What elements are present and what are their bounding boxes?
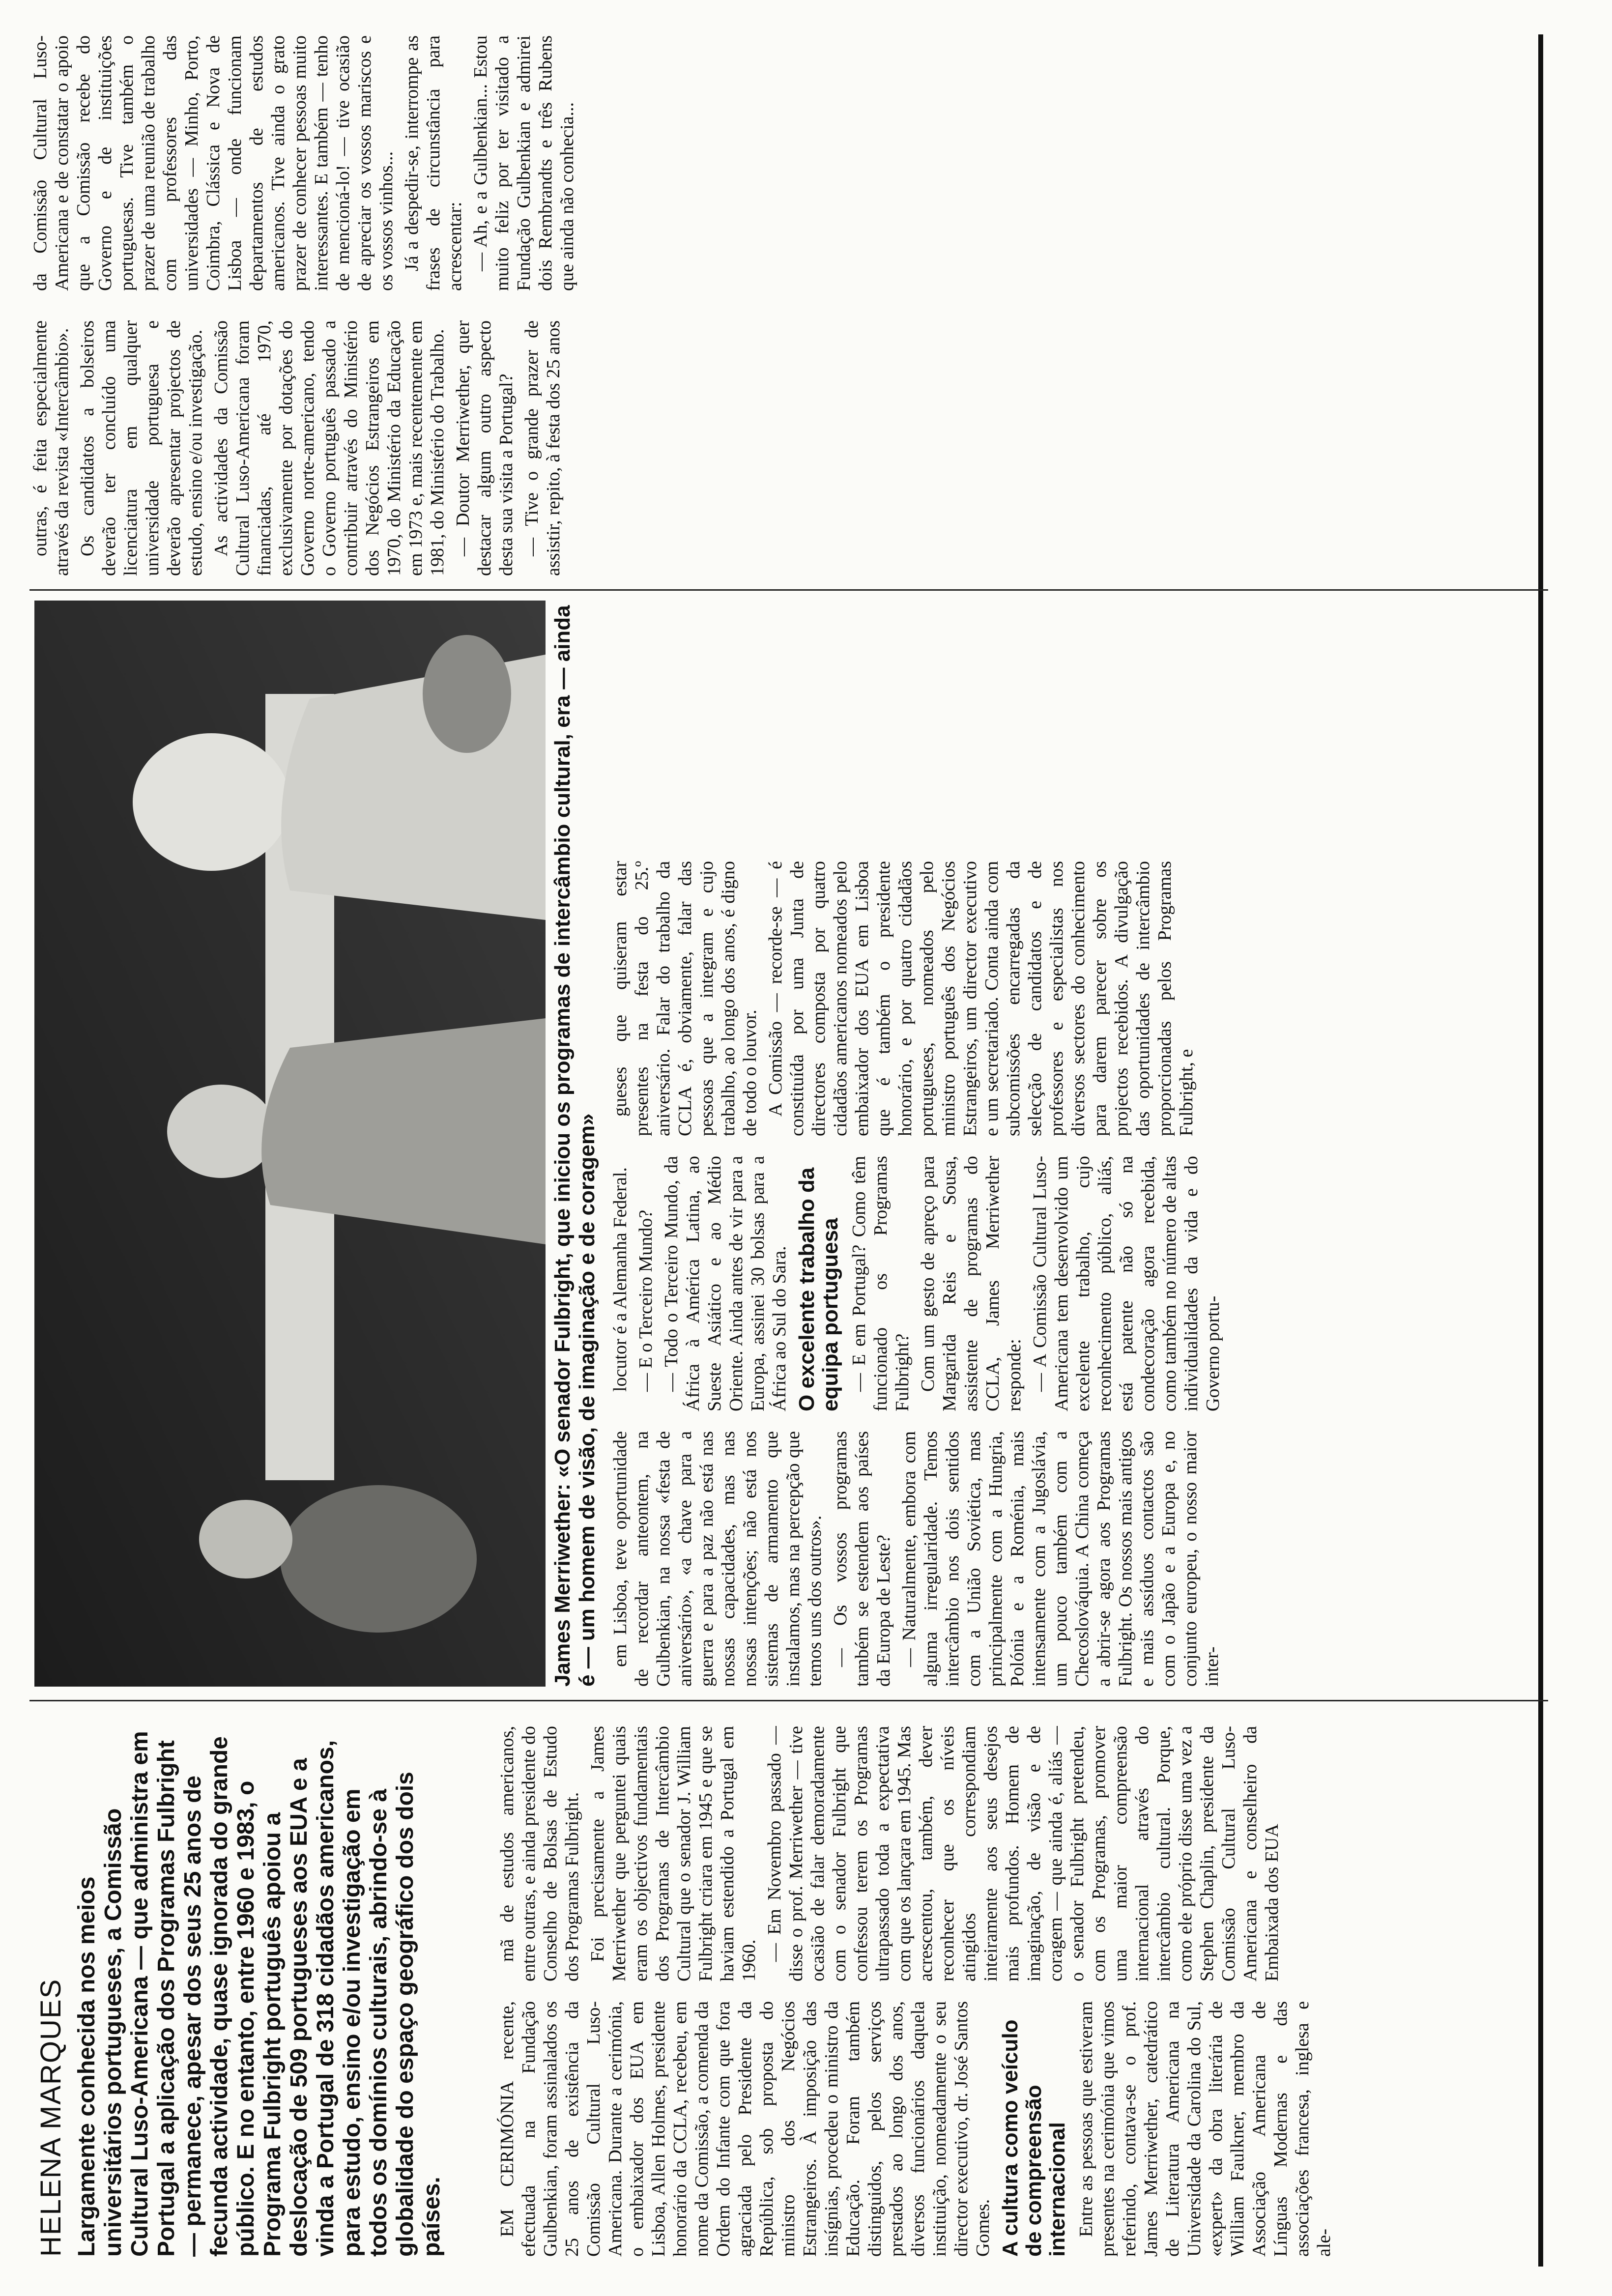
paragraph: — E em Portugal? Como têm funcionado os Programas Fulbright? (849, 1156, 913, 1411)
column-3 (609, 1431, 1548, 1687)
column-divider (29, 589, 1548, 591)
paragraph: gueses que quiseram estar presentes na festa do 25.º aniversário. Falar do trabalho da CCLA é, obviamente, falar das pessoas que a integram e cujo trabalho, ao longo dos anos, é digno de todo o louvor. (610, 861, 760, 1136)
column-1 (496, 2001, 1553, 2257)
lead-paragraph: Largamente conhecida nos meios universitários portugueses, a Comissão Cultural Luso-Americana — que administra em Portugal a aplicação dos Programas Fulbright — permanece, apesar dos seus 25 anos de fecunda actividade, quase ignorada do grande público. E no entanto, entre 1960 e 1983, o Programa Fulbright português apoiou a deslocação de 509 portugueses aos EUA e a vinda a Portugal de 318 cidadãos americanos, para estudo, ensino e/ou investigação em todos os domínios culturais, abrindo-se à globalidade do espaço geográfico dos dois países. (74, 1731, 445, 2257)
paragraph: em Lisboa, teve oportunidade de recordar anteontem, na Gulbenkian, na nossa «festa de aniversário», «a chave para a guerra e para a paz não está nas nossas capacidades, mas nas nossas intenções; não está nos sistemas de armamento que instalamos, mas na percepção que temos uns dos outros». (610, 1431, 825, 1687)
paragraph: — A Comissão Cultural Luso-Americana tem desenvolvido um excelente trabalho, cujo reconhecimento público, aliás, está patente não só na condecoração agora recebida, como também no número de altas individualidades da vida e do Governo portu- (1030, 1156, 1223, 1411)
column-6 (29, 35, 1548, 576)
paragraph: A Comissão — recorde-se — é constituída por uma Junta de directores composta por quatro cidadãos americanos nomeados pelo embaixador dos EUA em Lisboa que é também o presidente honorário, e por quatro cidadãos portugueses, nomeados pelo ministro português dos Negócios Estrangeiros, um director executivo e um secretariado. Conta ainda com subcomissões encarregadas da selecção de candidatos e de professores e especialistas nos diversos sectores do conhecimento para darem parecer sobre os projectos recebidos. A divulgação das oportunidades de intercâmbio proporcionadas pelos Programas Fulbright, e (765, 861, 1197, 1136)
section-heading: O excelente trabalho da equipa portuguesa (795, 1167, 842, 1411)
paragraph: Entre as pessoas que estiveram presentes na cerimónia que vimos referindo, contava-se o prof. James Merriwether, catedrático de Literatura Americana na Universidade da Carolina do Sul, «expert» da obra literária de William Faulkner, membro da Associação Americana de Línguas Modernas e das associações francesa, inglesa e ale- (1076, 2001, 1334, 2257)
paragraph: — E o Terceiro Mundo? (635, 1209, 656, 1392)
byline: HELENA MARQUES (35, 1978, 67, 2257)
paragraph: Os candidatos a bolseiros deverão ter concluído uma licenciatura em qualquer universidade portuguesa e deverão apresentar projectos de estudo, ensino e/ou investigação. (77, 320, 206, 576)
paragraph: locutor é a Alemanha Federal. (610, 1167, 631, 1392)
paragraph: — Doutor Merriwether, quer destacar algum outro aspecto desta sua visita a Portugal? (453, 320, 517, 576)
paragraph: — Naturalmente, embora com alguma irregularidade. Temos intercâmbio nos dois sentidos com a União Soviética, mas principalmente com a Hungria, Polónia e a Roménia, mais intensamente com a Jugoslávia, um pouco também com a Checoslováquia. A China começa a abrir-se agora aos Programas Fulbright. Os nossos mais antigos e mais assíduos contactos são com o Japão e a Europa e, no conjunto europeu, o nosso maior inter- (899, 1431, 1222, 1687)
paragraph: Foi precisamente a James Merriwether que perguntei quais eram os objectivos fundamentais dos Programas de Intercâmbio Cultural que o senador J. William Fulbright criara em 1945 e que se haviam estendido a Portugal em 1960. (587, 1726, 759, 1981)
paragraph: — Ah, e a Gulbenkian... Estou muito feliz por ter visitado a Fundação Gulbenkian e admirei dois Rembrandts e três Rubens que ainda não conhecia... (470, 35, 577, 291)
paragraph: Já a despedir-se, interrompe as frases de circunstância para acrescentar: (402, 35, 465, 291)
column-4 (609, 1156, 1548, 1411)
paragraph: EM CERIMÓNIA recente, efectuada na Fundação Gulbenkian, foram assinalados os 25 anos de existência da Comissão Cultural Luso-Americana. Durante a cerimónia, o embaixador dos EUA em Lisboa, Allen Holmes, presidente honorário da CCLA, recebeu, em nome da Comissão, a comenda da Ordem do Infante com que fora agraciada pelo Presidente da República, sob proposta do ministro dos Negócios Estrangeiros. À imposição das insígnias, procedeu o ministro da Educação. Foram também distinguidos, pelos serviços prestados ao longo dos anos, diversos funcionários daquela instituição, nomeadamente o seu director executivo, dr. José Santos Gomes. (497, 2001, 993, 2257)
photo (34, 601, 546, 1687)
paragraph: Com um gesto de apreço para Margarida Reis e Sousa, assistente de programas do CCLA, James Merriwether responde: (918, 1156, 1025, 1411)
column-5 (609, 861, 1548, 1136)
column-2 (496, 1726, 1553, 1981)
paragraph: As actividades da Comissão Cultural Luso-Americana foram financiadas, até 1970, exclusivamente por dotações do Governo norte-americano, tendo o Governo português passado a contribuir através do Ministério dos Negócios Estrangeiros em 1970, do Ministério da Educação em 1973 e, mais recentemente em 1981, do Ministério do Trabalho. (211, 320, 448, 576)
paragraph: outras, é feita especialmente através da revista «Intercâmbio». (30, 320, 72, 576)
column-divider (29, 1700, 1548, 1701)
paragraph: — Tive o grande prazer de assistir, repito, à festa dos 25 anos da Comissão Cultural Luso-Americana e de constatar o apoio que a Comissão recebe do Governo e de instituições portuguesas. Tive também o prazer de uma reunião de trabalho com professores das universidades — Minho, Porto, Coimbra, Clássica e Nova de Lisboa — onde funcionam departamentos de estudos americanos. Tive ainda o grato prazer de conhecer pessoas muito interessantes. E também — tenho de mencioná-lo! — tive ocasião de apreciar os vossos mariscos e os vossos vinhos... (30, 35, 564, 576)
photo-caption: James Merriwether: «O senador Fulbright, que iniciou os programas de intercâmbio cultural, era — ainda é — um homem de visão, de imaginação e de coragem» (550, 605, 599, 1687)
paragraph: — Em Novembro passado — disse o prof. Merriwether — tive ocasião de falar demoradamente com o senador Fulbright que confessou terem os Programas ultrapassado toda a expectativa com que os lançara em 1945. Mas acrescentou, também, dever reconhecer que os níveis atingidos correspondiam inteiramente aos seus desejos mais profundos. Homem de imaginação, de visão e de coragem — que ainda é, aliás — o senador Fulbright pretendeu, com os Programas, promover uma maior compreensão internacional através do intercâmbio cultural. Porque, como ele próprio disse uma vez a Stephen Chaplin, presidente da Comissão Cultural Luso-Americana e conselheiro da Embaixada dos EUA (764, 1726, 1282, 1981)
section-heading: A cultura como veículo de compreensão internacional (998, 2019, 1069, 2257)
paragraph: — Todo o Terceiro Mundo, da África à América Latina, ao Sueste Asiático e ao Médio Oriente. Ainda antes de vir para a Europa, assinei 30 bolsas para a África ao Sul do Sara. (661, 1156, 790, 1411)
paragraph: mã de estudos americanos, entre outras, e ainda presidente do Conselho de Bolsas de Estudo dos Programas Fulbright. (497, 1726, 582, 1981)
paragraph: — Os vossos programas também se estendem aos países da Europa de Leste? (830, 1431, 894, 1687)
photo-image (34, 601, 546, 1687)
